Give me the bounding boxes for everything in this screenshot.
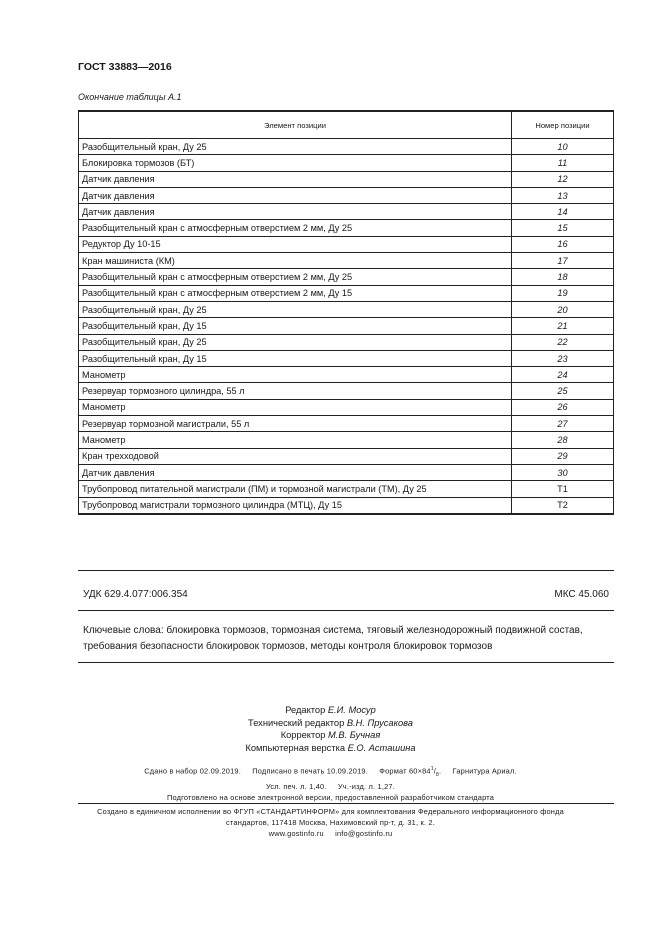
- row-element: Разобщительный кран, Ду 25: [79, 139, 512, 155]
- row-element: Датчик давления: [79, 204, 512, 220]
- row-number: 25: [512, 383, 614, 399]
- table-row: [79, 155, 614, 171]
- column-header-element: Элемент позиции: [79, 111, 512, 139]
- table-row: [79, 171, 614, 187]
- section-divider-bottom: [78, 662, 614, 663]
- row-number: Т2: [512, 497, 614, 514]
- table-row: [79, 432, 614, 448]
- table-row: [79, 497, 614, 514]
- row-element: Трубопровод питательной магистрали (ПМ) и тормозной магистрали (ТМ), Ду 25: [79, 481, 512, 497]
- row-number: 10: [512, 139, 614, 155]
- row-number: 19: [512, 285, 614, 301]
- row-element: Разобщительный кран с атмосферным отверстием 2 мм, Ду 25: [79, 220, 512, 236]
- keywords: Ключевые слова: блокировка тормозов, тормозная система, тяговый железнодорожный подвижной состав, требования безопасности блокировок тормозов, методы контроля блокировок тормозов: [83, 625, 583, 652]
- udc-code: УДК 629.4.077:006.354: [83, 589, 188, 600]
- row-number: 30: [512, 464, 614, 480]
- credit-tech-editor: Технический редактор В.Н. Прусакова: [248, 717, 413, 728]
- publisher-contacts: [0, 828, 661, 839]
- row-element: Разобщительный кран, Ду 25: [79, 301, 512, 317]
- row-number: 16: [512, 236, 614, 252]
- table-row: [79, 301, 614, 317]
- row-element: Разобщительный кран с атмосферным отверстием 2 мм, Ду 25: [79, 269, 512, 285]
- table-row: [79, 464, 614, 480]
- table-row: [79, 416, 614, 432]
- row-element: Резервуар тормозной магистрали, 55 л: [79, 416, 512, 432]
- column-header-number: Номер позиции: [512, 111, 614, 139]
- table-row: [79, 481, 614, 497]
- table-row: [79, 253, 614, 269]
- row-element: Кран машиниста (КМ): [79, 253, 512, 269]
- table-row: [79, 383, 614, 399]
- row-element: Резервуар тормозного цилиндра, 55 л: [79, 383, 512, 399]
- row-number: Т1: [512, 481, 614, 497]
- row-number: 24: [512, 367, 614, 383]
- section-divider-top: [78, 570, 614, 571]
- table-body: [79, 139, 614, 514]
- row-number: 23: [512, 350, 614, 366]
- credits-block: [0, 704, 661, 754]
- publisher-site-link[interactable]: www.gostinfo.ru: [268, 829, 324, 838]
- row-number: 22: [512, 334, 614, 350]
- credit-layout: Компьютерная верстка Е.О. Асташина: [245, 742, 416, 753]
- table-caption: Окончание таблицы А.1: [78, 92, 182, 102]
- row-number: 11: [512, 155, 614, 171]
- table-row: [79, 285, 614, 301]
- row-number: 13: [512, 187, 614, 203]
- table-row: [79, 399, 614, 415]
- table-row: [79, 334, 614, 350]
- row-number: 12: [512, 171, 614, 187]
- row-element: Разобщительный кран, Ду 25: [79, 334, 512, 350]
- table-row: [79, 448, 614, 464]
- row-element: Кран трехходовой: [79, 448, 512, 464]
- row-element: Датчик давления: [79, 171, 512, 187]
- table-row: [79, 318, 614, 334]
- positions-table: [78, 110, 614, 515]
- imprint-block: [0, 764, 661, 803]
- row-number: 20: [512, 301, 614, 317]
- table-row: [79, 220, 614, 236]
- row-element: Разобщительный кран, Ду 15: [79, 350, 512, 366]
- table-row: [79, 236, 614, 252]
- table-row: [79, 187, 614, 203]
- row-number: 14: [512, 204, 614, 220]
- row-element: Манометр: [79, 367, 512, 383]
- section-divider-middle: [78, 610, 614, 611]
- row-number: 18: [512, 269, 614, 285]
- row-number: 29: [512, 448, 614, 464]
- row-number: 17: [512, 253, 614, 269]
- row-element: Трубопровод магистрали тормозного цилиндра (МТЦ), Ду 15: [79, 497, 512, 514]
- imprint-line-1: Сдано в набор 02.09.2019. Подписано в печать 10.09.2019. Формат $60\times 84^1/_8$. Гарнитура Ариал.: [144, 766, 517, 778]
- row-element: Манометр: [79, 432, 512, 448]
- mks-code: МКС 45.060: [554, 589, 609, 600]
- row-number: 27: [512, 416, 614, 432]
- row-number: 26: [512, 399, 614, 415]
- row-number: 28: [512, 432, 614, 448]
- imprint-line-3: Подготовлено на основе электронной версии, предоставленной разработчиком стандарта: [166, 792, 495, 802]
- publisher-email-link[interactable]: info@gostinfo.ru: [335, 829, 393, 838]
- row-number: 15: [512, 220, 614, 236]
- row-element: Датчик давления: [79, 187, 512, 203]
- table-header-row: [79, 111, 614, 139]
- row-element: Разобщительный кран, Ду 15: [79, 318, 512, 334]
- row-element: Разобщительный кран с атмосферным отверстием 2 мм, Ду 15: [79, 285, 512, 301]
- row-number: 21: [512, 318, 614, 334]
- publisher-line-1: Создано в единичном исполнении во ФГУП «СТАНДАРТИНФОРМ» для комплектования Федерального информационного фонда: [97, 807, 564, 816]
- table-row: [79, 269, 614, 285]
- table-row: [79, 139, 614, 155]
- table-row: [79, 350, 614, 366]
- row-element: Редуктор Ду 10-15: [79, 236, 512, 252]
- publisher-line-2: стандартов, 117418 Москва, Нахимовский пр-т, д. 31, к. 2.: [226, 818, 435, 827]
- credit-editor: Редактор Е.И. Мосур: [285, 705, 376, 715]
- row-element: Блокировка тормозов (БТ): [79, 155, 512, 171]
- table-row: [79, 367, 614, 383]
- row-element: Датчик давления: [79, 464, 512, 480]
- row-element: Манометр: [79, 399, 512, 415]
- publisher-divider: [78, 803, 614, 804]
- credit-corrector: Корректор М.В. Бучная: [280, 730, 381, 740]
- table-row: [79, 204, 614, 220]
- imprint-line-2: Усл. печ. л. 1,40. Уч.-изд. л. 1,27.: [266, 781, 395, 791]
- standard-code: ГОСТ 33883—2016: [78, 61, 172, 73]
- publisher-block: [0, 806, 661, 839]
